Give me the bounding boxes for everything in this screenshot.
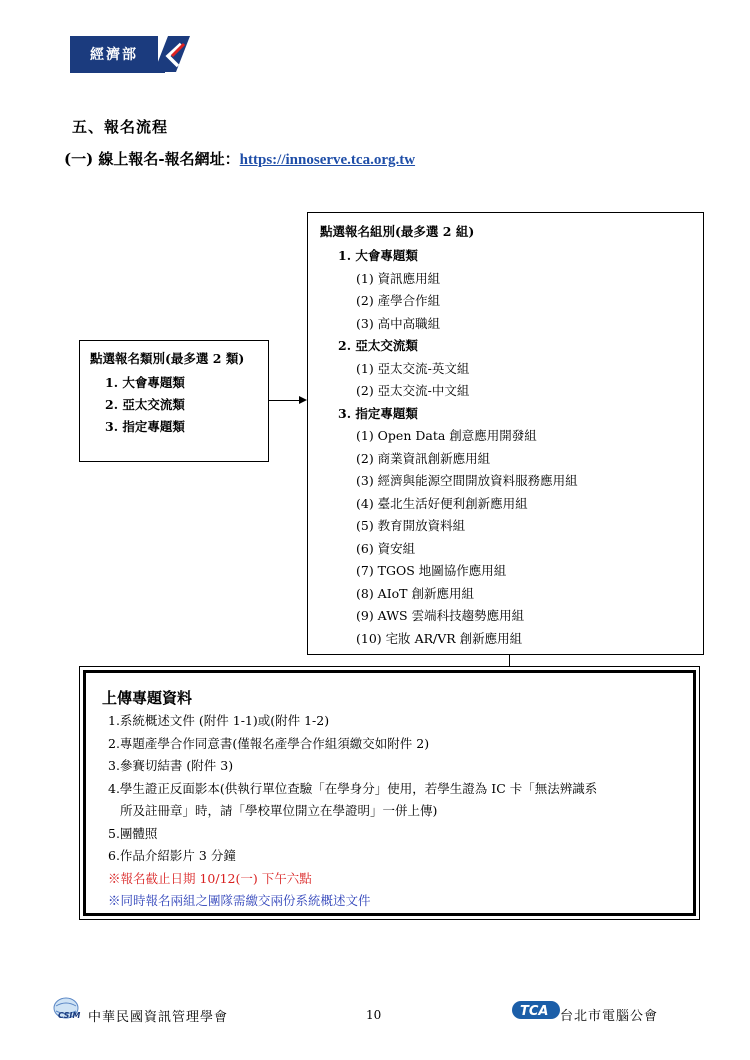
- subsection-heading: [64, 148, 415, 169]
- group-item: (10) 宅妝 AR/VR 創新應用組: [356, 630, 523, 646]
- group-item: (9) AWS 雲端科技趨勢應用組: [356, 608, 525, 623]
- category-heading: 3. 指定專題類: [338, 405, 418, 421]
- group-item: (2) 商業資訊創新應用組: [356, 450, 491, 466]
- moea-logo-text: 經濟部: [70, 36, 158, 72]
- group-box-title: 點選報名組別(最多選 2 組): [320, 224, 475, 239]
- upload-item: 3.參賽切結書 (附件 3): [108, 758, 234, 773]
- moea-logo: [70, 36, 190, 72]
- registration-url-link[interactable]: https://innoserve.tca.org.tw: [239, 152, 416, 168]
- group-item: (3) 高中高職組: [356, 315, 441, 331]
- group-item: (7) TGOS 地圖協作應用組: [356, 563, 507, 578]
- flow-arrow-icon: [299, 396, 307, 404]
- deadline-notice: ※報名截止日期 10/12(一) 下午六點: [108, 870, 312, 886]
- group-item: (1) 亞太交流-英文組: [356, 360, 470, 376]
- csim-logo-text: CSIM: [58, 1011, 81, 1020]
- category-selection-box: [79, 340, 269, 462]
- group-item: (4) 臺北生活好便利創新應用組: [356, 495, 528, 511]
- footer-org-left: 中華民國資訊管理學會: [88, 1010, 229, 1025]
- upload-item: 6.作品介紹影片 3 分鐘: [108, 848, 236, 863]
- group-item: (3) 經濟與能源空間開放資料服務應用組: [356, 473, 578, 488]
- group-item: (2) 亞太交流-中文組: [356, 383, 470, 398]
- footer-org-right: 台北市電腦公會: [560, 1009, 659, 1024]
- double-registration-notice: ※同時報名兩組之團隊需繳交兩份系統概述文件: [108, 893, 371, 908]
- csim-logo-icon: [52, 996, 88, 1022]
- upload-requirements-inner: [83, 670, 696, 916]
- group-item: (1) 資訊應用組: [356, 270, 441, 286]
- category-heading: 2. 亞太交流類: [338, 338, 418, 353]
- upload-requirements-box: [79, 666, 700, 920]
- upload-title: 上傳專題資料: [102, 689, 193, 707]
- header-divider: [70, 71, 165, 73]
- category-item: 2. 亞太交流類: [105, 397, 185, 412]
- category-item: 1. 大會專題類: [105, 375, 185, 390]
- upload-item: 1.系統概述文件 (附件 1-1)或(附件 1-2): [108, 713, 330, 728]
- category-box-title: 點選報名類別(最多選 2 類): [90, 351, 245, 366]
- page-number: 10: [366, 1008, 382, 1022]
- tca-logo-icon: [512, 1001, 560, 1019]
- group-item: (8) AIoT 創新應用組: [356, 585, 474, 601]
- moea-emblem-icon: [154, 36, 190, 72]
- group-item: (1) Open Data 創意應用開發組: [356, 428, 537, 443]
- upload-item: 5.團體照: [108, 825, 158, 841]
- group-selection-box: [307, 212, 704, 655]
- category-heading: 1. 大會專題類: [338, 248, 418, 263]
- upload-item: 2.專題產學合作同意書(僅報名產學合作組須繳交如附件 2): [108, 735, 430, 751]
- upload-item-continued: 所及註冊章」時，請「學校單位開立在學證明」一併上傳): [120, 803, 438, 818]
- category-item: 3. 指定專題類: [105, 419, 185, 434]
- group-item: (6) 資安組: [356, 540, 416, 556]
- subsection-label: (一) 線上報名-報名網址：: [64, 150, 240, 168]
- group-item: (2) 產學合作組: [356, 293, 441, 308]
- tca-logo-text: TCA: [520, 1004, 549, 1019]
- upload-item: 4.學生證正反面影本(供執行單位查驗「在學身分」使用，若學生證為 IC 卡「無法辨識系: [108, 780, 598, 796]
- group-item: (5) 教育開放資料組: [356, 518, 466, 533]
- section-title: 五、報名流程: [72, 118, 169, 136]
